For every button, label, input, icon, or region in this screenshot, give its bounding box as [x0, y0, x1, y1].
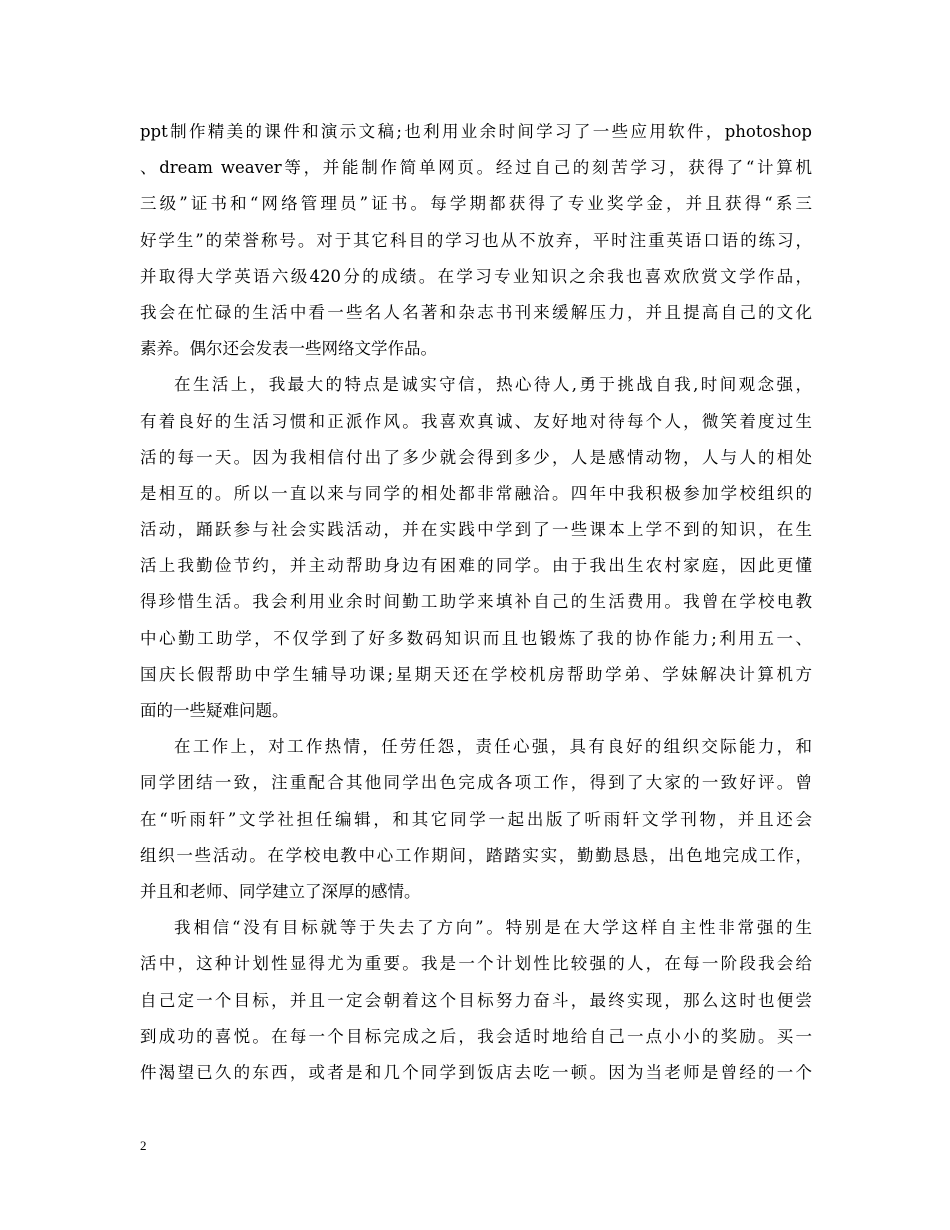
text-line: 活中，这种计划性显得尤为重要。我是一个计划性比较强的人，在每一阶段我会给: [140, 954, 812, 974]
text-line: 组织一些活动。在学校电教中心工作期间，踏踏实实，勤勤恳恳，出色地完成工作，: [140, 845, 812, 865]
text-line: 并取得大学英语六级420分的成绩。在学习专业知识之余我也喜欢欣赏文学作品，: [140, 266, 812, 286]
text-line: 件渴望已久的东西，或者是和几个同学到饭店去吃一顿。因为当老师是曾经的一个: [140, 1062, 812, 1082]
text-line: 好学生”的荣誉称号。对于其它科目的学习也从不放弃，平时注重英语口语的练习，: [140, 230, 812, 250]
text-line: 在“听雨轩”文学社担任编辑，和其它同学一起出版了听雨轩文学刊物，并且还会: [140, 809, 812, 829]
text-line: 素养。偶尔还会发表一些网络文学作品。: [140, 339, 437, 359]
text-line: 我相信“没有目标就等于失去了方向”。特别是在大学这样自主性非常强的生: [174, 918, 812, 938]
text-line: 在工作上，对工作热情，任劳任怨，责任心强，具有良好的组织交际能力，和: [174, 737, 812, 757]
text-line: 三级”证书和“网络管理员”证书。每学期都获得了专业奖学金，并且获得“系三: [140, 194, 812, 214]
text-line: 有着良好的生活习惯和正派作风。我喜欢真诚、友好地对待每个人，微笑着度过生: [140, 411, 812, 431]
text-line: 自己定一个目标，并且一定会朝着这个目标努力奋斗，最终实现，那么这时也便尝: [140, 990, 812, 1010]
text-line: 同学团结一致，注重配合其他同学出色完成各项工作，得到了大家的一致好评。曾: [140, 773, 812, 793]
text-line: 在生活上，我最大的特点是诚实守信，热心待人,勇于挑战自我,时间观念强，: [174, 375, 812, 395]
body-text: [140, 114, 812, 1091]
text-line: 国庆长假帮助中学生辅导功课;星期天还在学校机房帮助学弟、学妹解决计算机方: [140, 664, 812, 684]
text-line: 我会在忙碌的生活中看一些名人名著和杂志书刊来缓解压力，并且提高自己的文化: [140, 302, 812, 322]
text-line: 得珍惜生活。我会利用业余时间勤工助学来填补自己的生活费用。我曾在学校电教: [140, 592, 812, 612]
text-line: 活上我勤俭节约，并主动帮助身边有困难的同学。由于我出生农村家庭，因此更懂: [140, 556, 812, 576]
page-number: 2: [140, 1138, 147, 1153]
text-line: 并且和老师、同学建立了深厚的感情。: [140, 881, 421, 901]
text-line: 活的每一天。因为我相信付出了多少就会得到多少，人是感情动物，人与人的相处: [140, 447, 812, 467]
text-line: 、dream weaver等，并能制作简单网页。经过自己的刻苦学习，获得了“计算机: [140, 158, 812, 178]
text-line: 是相互的。所以一直以来与同学的相处都非常融洽。四年中我积极参加学校组织的: [140, 483, 812, 503]
text-line: ppt制作精美的课件和演示文稿;也利用业余时间学习了一些应用软件，photoshop: [140, 122, 812, 141]
text-line: 面的一些疑难问题。: [140, 701, 289, 720]
text-line: 中心勤工助学，不仅学到了好多数码知识而且也锻炼了我的协作能力;利用五一、: [140, 628, 812, 648]
text-line: 到成功的喜悦。在每一个目标完成之后，我会适时地给自己一点小小的奖励。买一: [140, 1026, 812, 1046]
text-line: 活动，踊跃参与社会实践活动，并在实践中学到了一些课本上学不到的知识，在生: [140, 520, 812, 540]
